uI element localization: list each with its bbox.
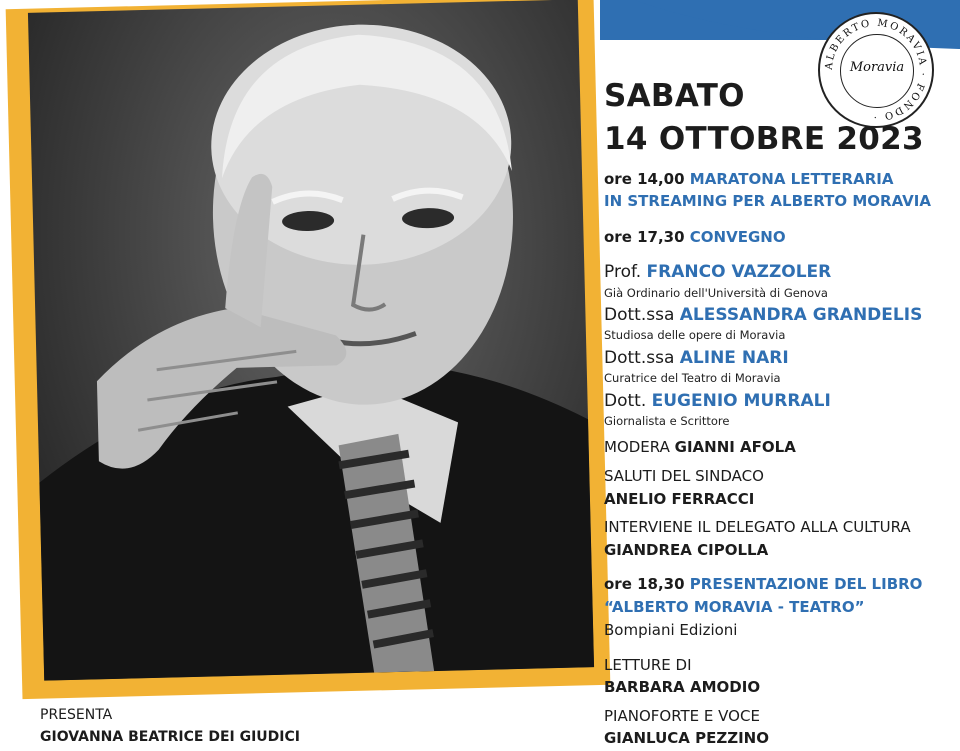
speaker-prefix: Prof. [604,262,642,282]
item1-title-line2: IN STREAMING PER ALBERTO MORAVIA [604,192,931,210]
book-presentation [604,575,922,593]
moderator-label: MODERA [604,438,670,456]
delegate-label: INTERVIENE IL DELEGATO ALLA CULTURA [604,518,911,536]
mayor-name: ANELIO FERRACCI [604,490,755,508]
speaker-3-role: Curatrice del Teatro di Moravia [604,371,781,385]
speaker-name: ALESSANDRA GRANDELIS [679,305,923,325]
book-title-line2: “ALBERTO MORAVIA - TEATRO” [604,598,865,616]
readings-name: BARBARA AMODIO [604,678,761,696]
speaker-2 [604,305,922,325]
item2-time: ore 17,30 [604,228,685,246]
speaker-3 [604,348,789,368]
seal-ring-text: ALBERTO MORAVIA · FONDO · [823,17,929,123]
readings-label: LETTURE DI [604,656,692,674]
speaker-2-role: Studiosa delle opere di Moravia [604,328,786,342]
speaker-name: EUGENIO MURRALI [651,391,831,411]
mayor-label: SALUTI DEL SINDACO [604,467,764,485]
speaker-1 [604,262,831,282]
speaker-prefix: Dott.ssa [604,348,675,368]
presenter-name: GIOVANNA BEATRICE DEI GIUDICI [40,729,300,745]
speaker-prefix: Dott.ssa [604,305,675,325]
book-time: ore 18,30 [604,575,685,593]
event-date: 14 OTTOBRE 2023 [604,121,924,157]
presenter-label: PRESENTA [40,707,113,723]
moderator-name: GIANNI AFOLA [674,438,796,456]
moderator [604,438,796,456]
speaker-4 [604,391,831,411]
book-title-line1: PRESENTAZIONE DEL LIBRO [689,575,923,593]
item2-title: CONVEGNO [689,228,786,246]
speaker-name: ALINE NARI [679,348,789,368]
seal-signature: Moravia [849,60,905,75]
item1-title: MARATONA LETTERARIA [689,170,894,188]
speaker-1-role: Già Ordinario dell'Università di Genova [604,286,828,300]
item1-time: ore 14,00 [604,170,685,188]
speaker-4-role: Giornalista e Scrittore [604,414,730,428]
portrait-photo [28,0,594,681]
speaker-name: FRANCO VAZZOLER [646,262,832,282]
speaker-prefix: Dott. [604,391,647,411]
fondo-moravia-seal [818,12,934,128]
music-label: PIANOFORTE E VOCE [604,707,760,725]
schedule-item-2 [604,228,786,246]
event-day: SABATO [604,78,745,114]
music-name: GIANLUCA PEZZINO [604,729,769,747]
schedule-item-1 [604,170,893,188]
delegate-name: GIANDREA CIPOLLA [604,541,769,559]
book-publisher: Bompiani Edizioni [604,621,738,639]
